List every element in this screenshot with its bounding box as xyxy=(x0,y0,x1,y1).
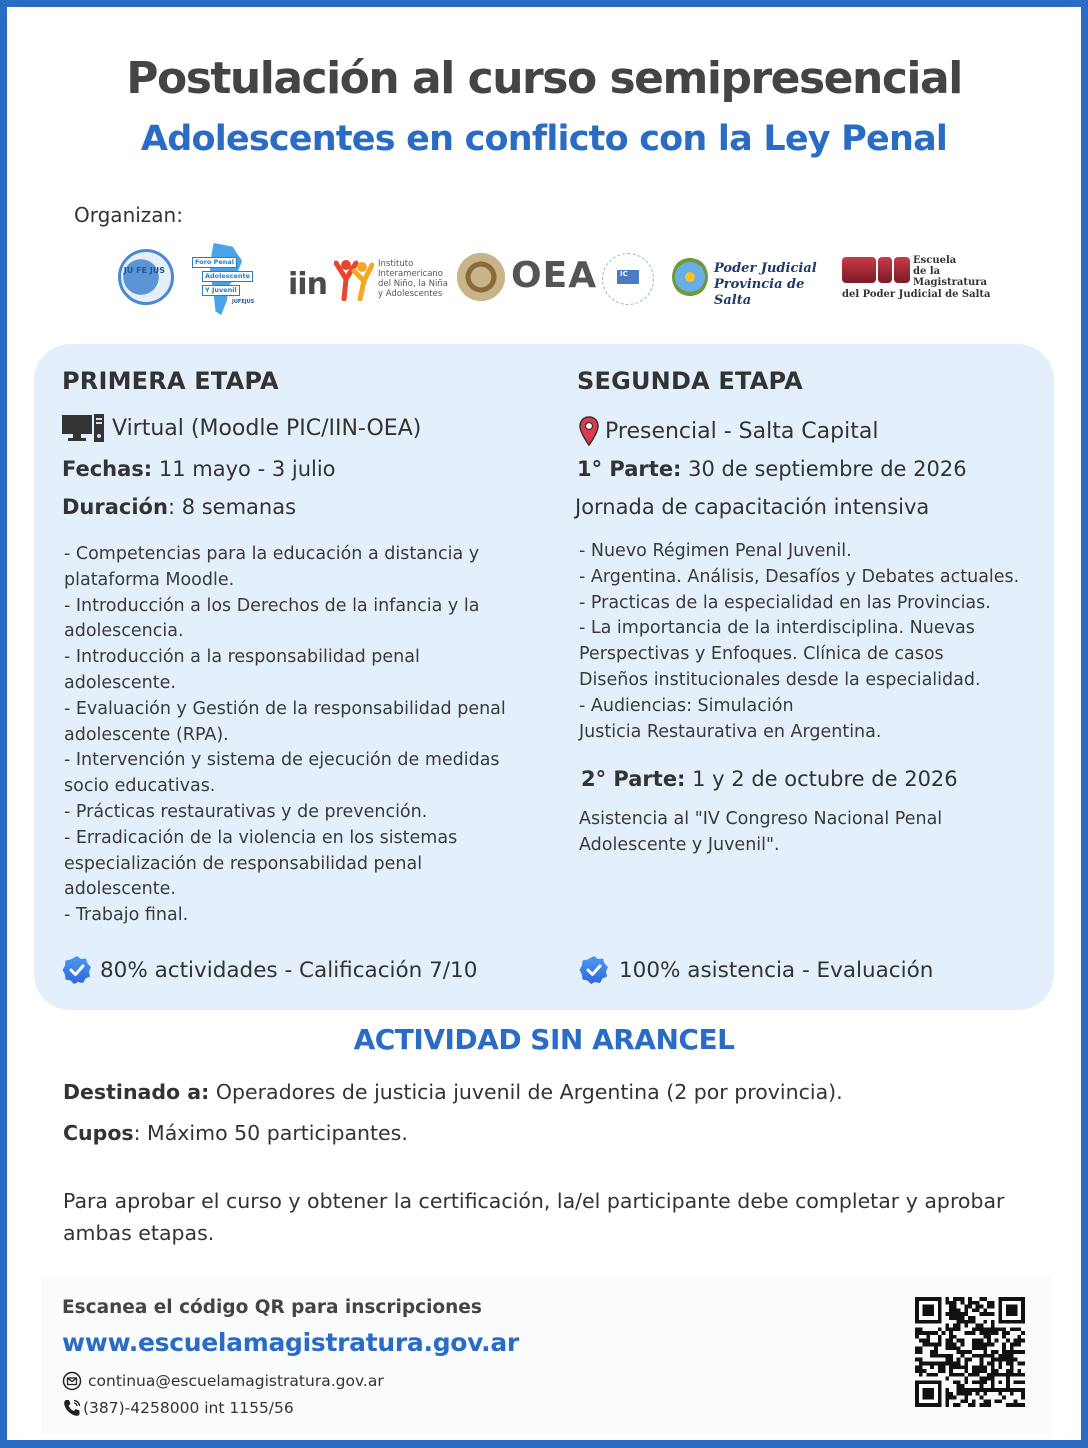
pj-line: Provincia de Salta xyxy=(714,277,805,308)
map-pin-icon xyxy=(579,416,599,446)
qr-code[interactable] xyxy=(915,1297,1025,1407)
topic-line: Diseños institucionales desde la especialidad. xyxy=(579,669,981,690)
topic-line: - Erradicación de la violencia en los sistemas xyxy=(64,827,458,848)
em-line: Magistratura xyxy=(913,277,987,288)
iin-logo xyxy=(288,253,448,303)
cupos-label: Cupos xyxy=(63,1121,134,1145)
em-line: Escuela xyxy=(913,255,957,266)
requirement-text: 80% actividades - Calificación 7/10 xyxy=(100,957,478,983)
parte1-value: 30 de septiembre de 2026 xyxy=(681,457,967,481)
iin-line: y Adolescentes xyxy=(378,289,443,299)
topic-line: adolescente. xyxy=(64,879,176,900)
foro-logo-line: Foro Penal xyxy=(192,257,237,268)
topic-line: Perspectivas y Enfoques. Clínica de casos xyxy=(579,644,944,665)
parte2-description xyxy=(579,807,942,859)
poder-judicial-text xyxy=(714,261,832,309)
duracion-label: Duración xyxy=(62,495,168,519)
topic-line: - Competencias para la educación a distancia y xyxy=(64,544,480,564)
free-activity-heading: ACTIVIDAD SIN ARANCEL xyxy=(353,1023,735,1056)
iin-logo-text xyxy=(378,259,448,299)
cupos-value: : Máximo 50 participantes. xyxy=(133,1121,408,1145)
primera-topics xyxy=(64,542,506,929)
stage-mode-text: Presencial - Salta Capital xyxy=(605,418,879,444)
verified-badge-icon xyxy=(579,955,609,985)
topic-line: adolescente (RPA). xyxy=(64,724,229,745)
parte2-label: 2° Parte: xyxy=(581,767,686,791)
iin-line: Interamericano xyxy=(378,269,443,279)
computer-icon xyxy=(62,414,104,442)
fechas-row xyxy=(62,457,336,481)
em-block-icon xyxy=(878,257,892,283)
iin-figures-icon xyxy=(334,257,374,301)
parte1-row xyxy=(577,457,967,481)
parte2-value: 1 y 2 de octubre de 2026 xyxy=(685,767,958,791)
email-row xyxy=(62,1371,384,1391)
stage-title: PRIMERA ETAPA xyxy=(62,367,279,395)
topic-line: - Nuevo Régimen Penal Juvenil. xyxy=(579,541,852,561)
cupos-row xyxy=(63,1121,408,1145)
topic-line: Justicia Restaurativa en Argentina. xyxy=(579,721,882,742)
flyer-page xyxy=(7,7,1081,1440)
iin-line: del Niño, la Niña xyxy=(378,279,448,289)
em-bottom-line: del Poder Judicial de Salta xyxy=(842,289,991,300)
pj-line: Poder Judicial xyxy=(714,261,817,276)
oea-logo-text: OEA xyxy=(511,255,598,296)
phone-text: (387)-4258000 int 1155/56 xyxy=(83,1399,294,1417)
instituto-capacitacion-logo xyxy=(602,253,654,305)
email-icon xyxy=(62,1371,82,1391)
topic-line: adolescencia. xyxy=(64,621,184,642)
page-subtitle: Adolescentes en conflicto con la Ley Penal xyxy=(140,119,948,159)
topic-line: - La importancia de la interdisciplina. Nuevas xyxy=(579,618,975,639)
phone-icon xyxy=(62,1398,82,1418)
fechas-value: 11 mayo - 3 julio xyxy=(152,457,336,481)
stages-panel xyxy=(34,344,1054,1010)
duracion-value: : 8 semanas xyxy=(167,495,297,519)
em-block-icon xyxy=(894,257,910,283)
jufejus-logo xyxy=(118,249,174,305)
phone-row xyxy=(62,1398,294,1418)
destinado-value: Operadores de justicia juvenil de Argentina (2 por provincia). xyxy=(209,1080,843,1104)
topic-line: especialización de responsabilidad penal xyxy=(64,853,423,874)
ic-logo-text: IC xyxy=(620,270,628,278)
email-link[interactable]: continua@escuelamagistratura.gov.ar xyxy=(88,1372,384,1390)
topic-line: - Intervención y sistema de ejecución de medidas xyxy=(64,750,500,771)
verified-badge-icon xyxy=(62,955,92,985)
duracion-row xyxy=(62,495,296,519)
organizer-logos xyxy=(112,243,992,313)
topic-line: plataforma Moodle. xyxy=(64,569,235,590)
topic-line: - Audiencias: Simulación xyxy=(579,695,794,716)
website-link[interactable]: www.escuelamagistratura.gov.ar xyxy=(62,1328,519,1357)
stage-mode xyxy=(579,416,878,446)
iin-logo-mark: iin xyxy=(288,267,327,302)
segunda-topics xyxy=(579,539,1019,745)
foro-logo-line: Adolescente xyxy=(202,271,253,282)
parte1-subtitle: Jornada de capacitación intensiva xyxy=(575,495,930,519)
foro-logo-line: Y Juvenil xyxy=(202,285,240,296)
topic-line: - Prácticas restaurativas y de prevención. xyxy=(64,801,428,822)
em-line: de la xyxy=(913,266,941,277)
escuela-magistratura-logo xyxy=(842,249,991,305)
destinado-row xyxy=(63,1080,843,1104)
stage-title: SEGUNDA ETAPA xyxy=(577,367,803,395)
stage-mode xyxy=(62,414,421,442)
em-block-icon xyxy=(842,257,876,283)
foro-penal-logo xyxy=(192,243,264,315)
description-line: Adolescente y Juvenil". xyxy=(579,834,780,855)
description-line: Asistencia al "IV Congreso Nacional Penal xyxy=(579,809,943,829)
em-text xyxy=(913,255,987,288)
iin-line: Instituto xyxy=(378,259,414,269)
requirement-text: 100% asistencia - Evaluación xyxy=(619,957,934,983)
page-title: Postulación al curso semipresencial xyxy=(126,53,962,104)
topic-line: - Argentina. Análisis, Desafíos y Debates actuales. xyxy=(579,566,1020,587)
stage-mode-text: Virtual (Moodle PIC/IIN-OEA) xyxy=(112,415,422,441)
topic-line: - Practicas de la especialidad en las Provincias. xyxy=(579,592,991,613)
topic-line: socio educativas. xyxy=(64,776,216,797)
destinado-label: Destinado a: xyxy=(63,1080,210,1104)
segunda-requirement xyxy=(579,955,933,985)
fechas-label: Fechas: xyxy=(62,457,153,481)
oea-logo xyxy=(457,251,598,307)
scan-qr-text: Escanea el código QR para inscripciones xyxy=(62,1297,482,1318)
approval-note: Para aprobar el curso y obtener la certificación, la/el participante debe completar y aprobar ambas etapas. xyxy=(63,1189,1005,1245)
poder-judicial-logo xyxy=(672,255,832,308)
organizers-label: Organizan: xyxy=(74,203,183,227)
topic-line: - Trabajo final. xyxy=(64,905,189,926)
jufejus-logo-text: JU FE JUS xyxy=(123,266,165,275)
topic-line: - Introducción a los Derechos de la infancia y la xyxy=(64,595,480,616)
salta-seal-icon xyxy=(672,257,708,297)
topic-line: - Evaluación y Gestión de la responsabilidad penal xyxy=(64,698,506,719)
oea-seal-icon xyxy=(457,253,505,301)
foro-logo-line: JUFEJUS xyxy=(232,299,255,305)
topic-line: adolescente. xyxy=(64,672,176,693)
parte2-row xyxy=(581,767,958,791)
primera-requirement xyxy=(62,955,477,985)
topic-line: - Introducción a la responsabilidad penal xyxy=(64,647,420,668)
parte1-label: 1° Parte: xyxy=(577,457,682,481)
qr-code-modules xyxy=(915,1297,1025,1407)
